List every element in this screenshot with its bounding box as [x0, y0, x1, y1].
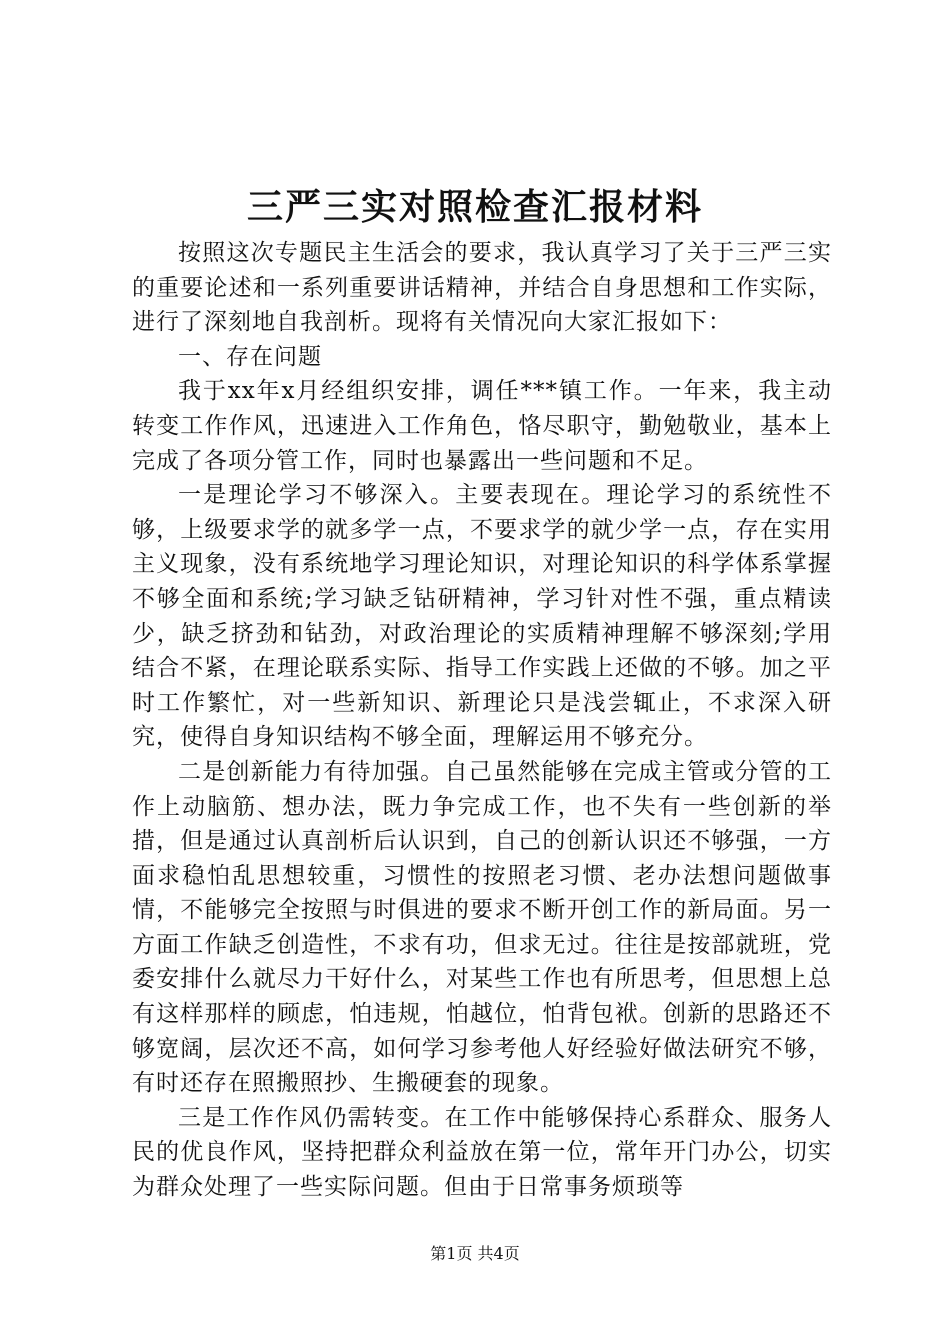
page-number-footer: 第1页 共4页 — [430, 1244, 520, 1263]
paragraph-work-style: 三是工作作风仍需转变。在工作中能够保持心系群众、服务人民的优良作风，坚持把群众利益放在第一位，常年开门办公，切实为群众处理了一些实际问题。但由于日常事务烦琐等 — [132, 1104, 832, 1201]
paragraph-background: 我于xx年x月经组织安排，调任***镇工作。一年来，我主动转变工作作风，迅速进入工作角色，恪尽职守，勤勉敬业，基本上完成了各项分管工作，同时也暴露出一些问题和不足。 — [132, 378, 832, 474]
paragraph-intro: 按照这次专题民主生活会的要求，我认真学习了关于三严三实的重要论述和一系列重要讲话精神，并结合自身思想和工作实际，进行了深刻地自我剖析。现将有关情况向大家汇报如下： — [132, 240, 832, 336]
document-body — [132, 236, 832, 1205]
paragraph-innovation: 二是创新能力有待加强。自己虽然能够在完成主管或分管的工作上动脑筋、想办法，既力争完成工作，也不失有一些创新的举措，但是通过认真剖析后认识到，自己的创新认识还不够强，一方面求稳怕乱思想较重，习惯性的按照老习惯、老办法想问题做事情，不能够完全按照与时俱进的要求不断开创工作的新局面。另一方面工作缺乏创造性，不求有功，但求无过。往往是按部就班，党委安排什么就尽力干好什么，对某些工作也有所思考，但思想上总有这样那样的顾虑，怕违规，怕越位，怕背包袱。创新的思路还不够宽阔，层次还不高，如何学习参考他人好经验好做法研究不够，有时还存在照搬照抄、生搬硬套的现象。 — [132, 758, 832, 1097]
section-heading-problems: 一、存在问题 — [178, 343, 322, 370]
paragraph-theory-study: 一是理论学习不够深入。主要表现在。理论学习的系统性不够，上级要求学的就多学一点，不要求学的就少学一点，存在实用主义现象，没有系统地学习理论知识，对理论知识的科学体系掌握不够全面和系统;学习缺乏钻研精神，学习针对性不强，重点精读少，缺乏挤劲和钻劲，对政治理论的实质精神理解不够深刻;学用结合不紧，在理论联系实际、指导工作实践上还做的不够。加之平时工作繁忙，对一些新知识、新理论只是浅尝辄止，不求深入研究，使得自身知识结构不够全面，理解运用不够充分。 — [132, 482, 832, 751]
document-title: 三严三实对照检查汇报材料 — [246, 186, 703, 228]
